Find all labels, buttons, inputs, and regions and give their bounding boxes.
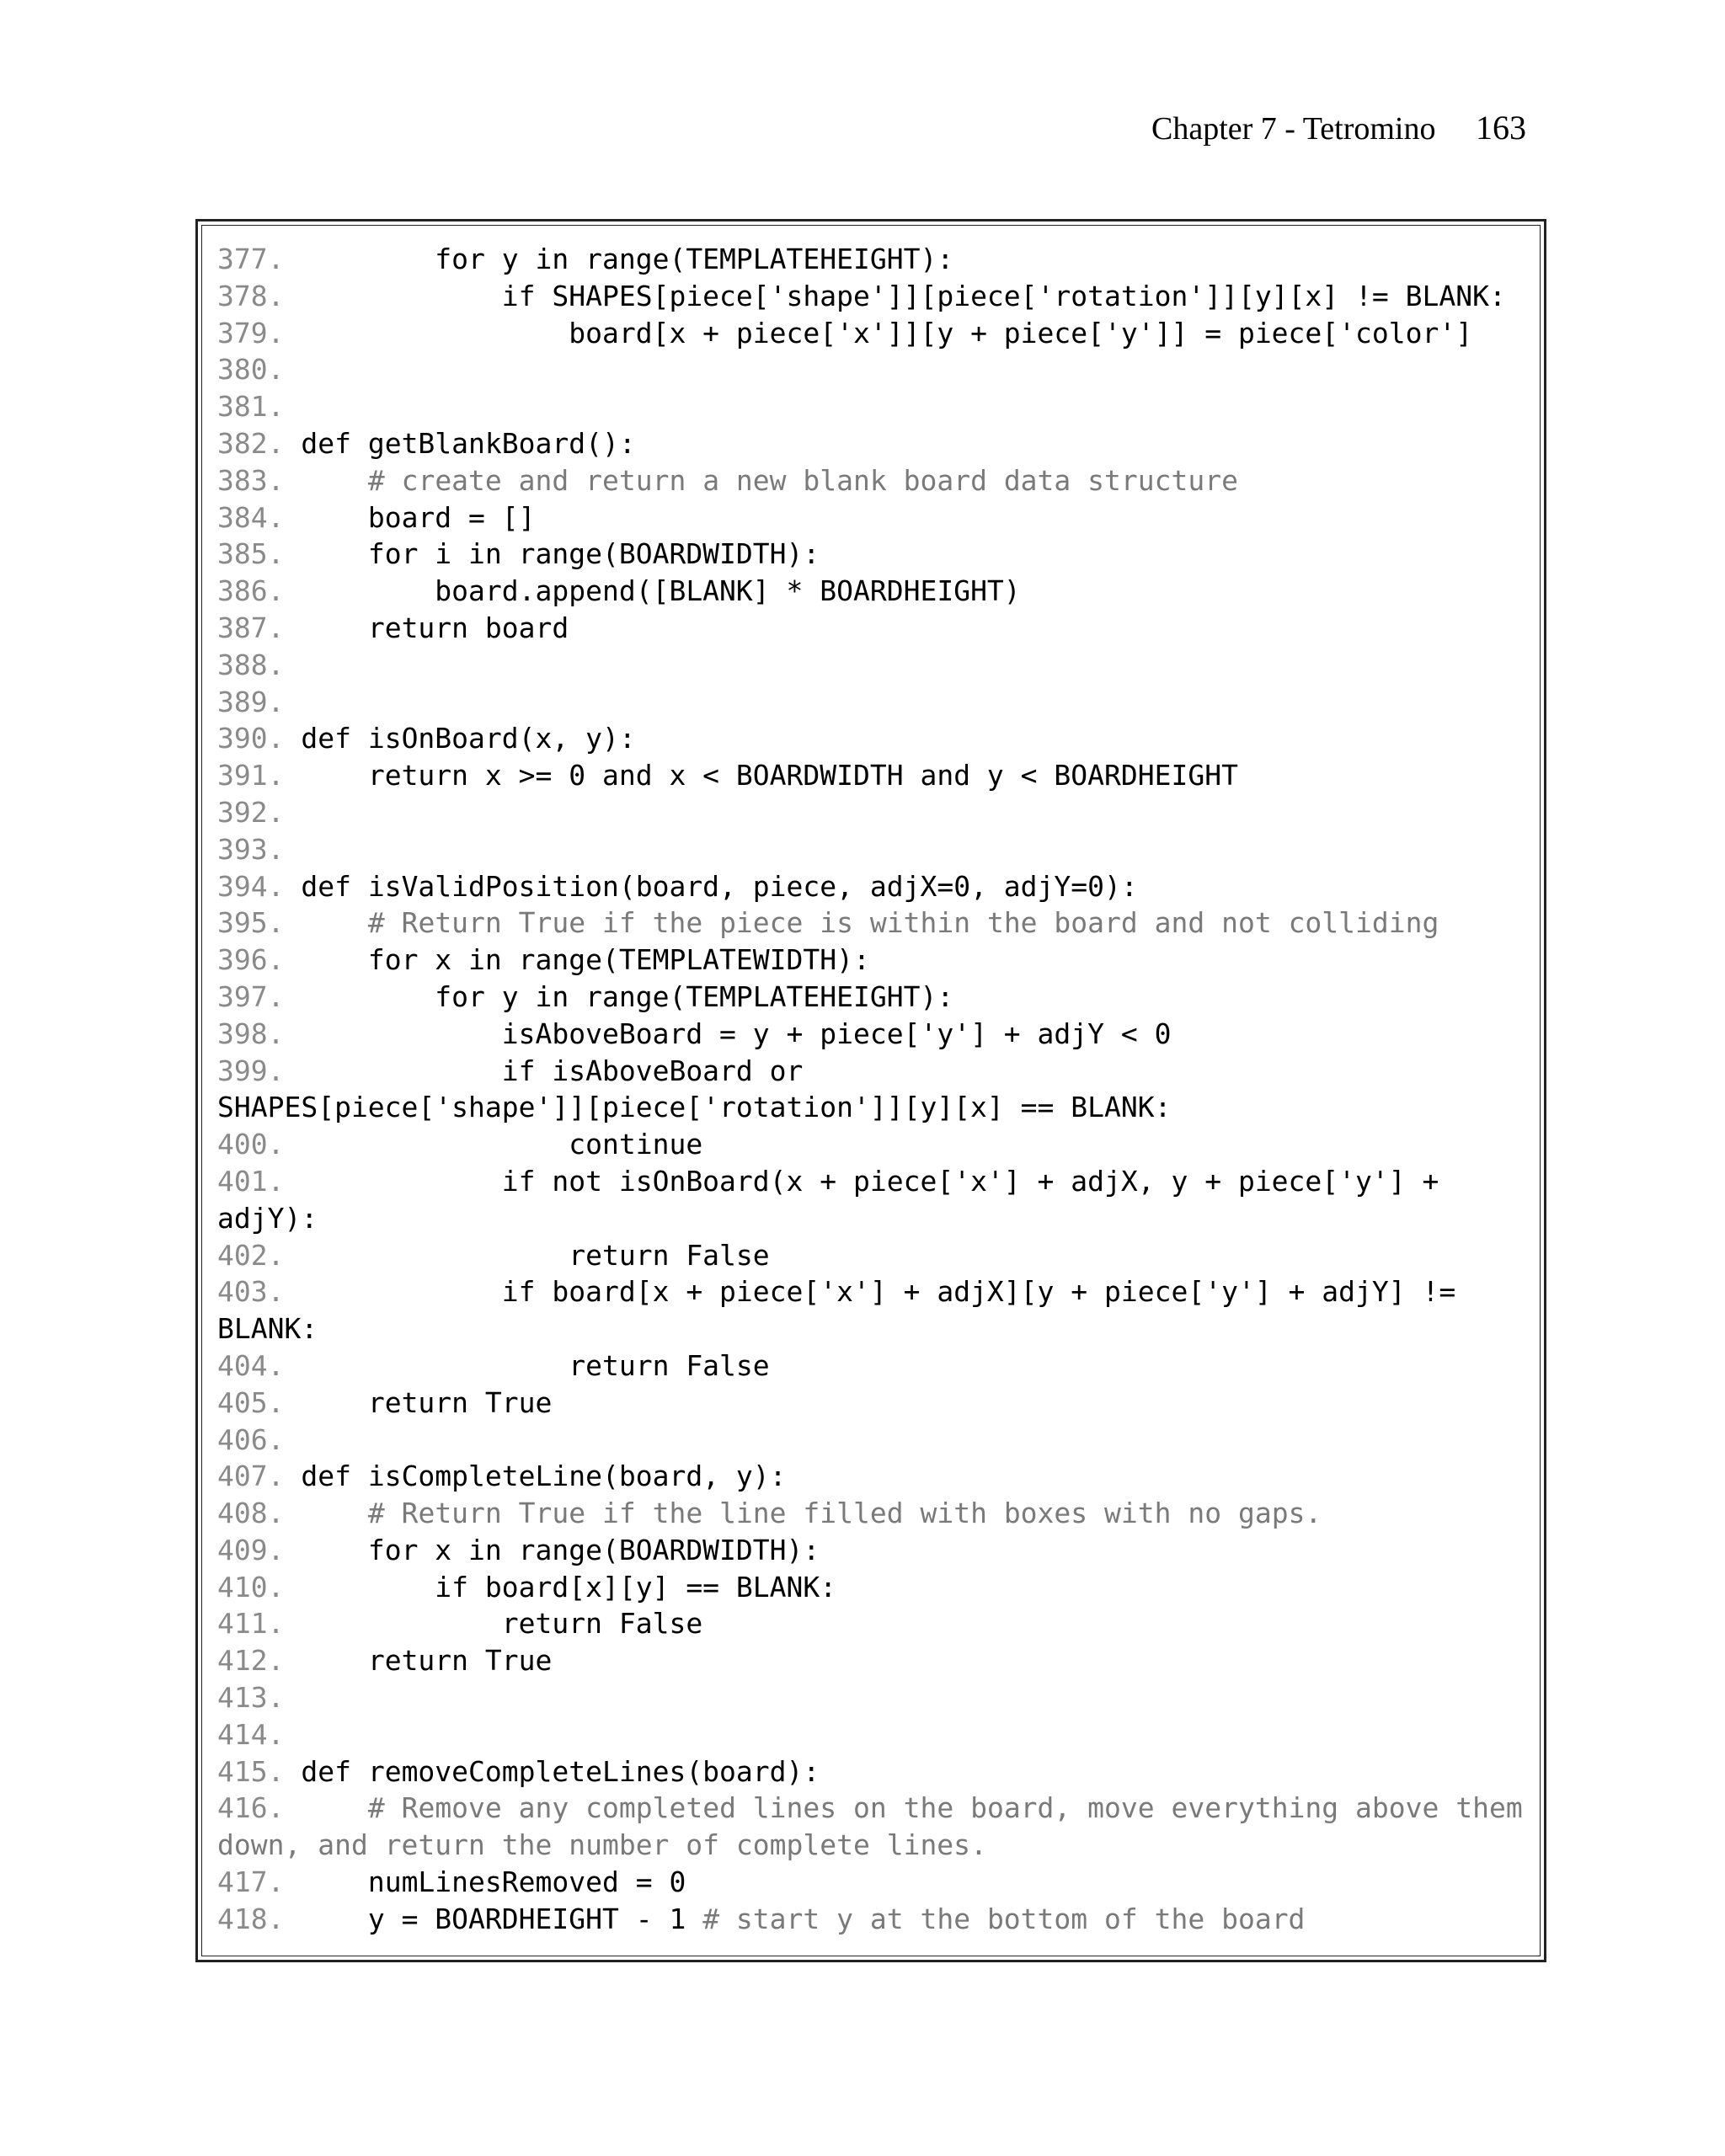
code-comment: # Return True if the piece is within the board and not colliding [367, 906, 1439, 940]
code-line [217, 241, 1514, 278]
code-text: BLANK: [217, 1312, 318, 1346]
line-number: 403. [217, 1275, 285, 1309]
code-line [217, 278, 1514, 315]
code-text: if board[x][y] == BLANK: [301, 1570, 837, 1604]
code-line [217, 1569, 1514, 1606]
line-number: 393. [217, 832, 285, 866]
line-number: 398. [217, 1017, 285, 1050]
code-line [217, 1827, 1514, 1864]
code-line [217, 610, 1514, 647]
code-line [217, 868, 1514, 905]
line-number: 408. [217, 1497, 285, 1530]
code-line [217, 425, 1514, 462]
code-line [217, 1200, 1514, 1237]
code-line [217, 499, 1514, 536]
code-line [217, 1385, 1514, 1422]
line-number: 409. [217, 1533, 285, 1566]
code-text: return x >= 0 and x < BOARDWIDTH and y < BOARDHEIGHT [301, 759, 1238, 792]
code-text: continue [301, 1128, 703, 1161]
code-line [217, 794, 1514, 831]
code-text: for y in range(TEMPLATEHEIGHT): [301, 979, 954, 1013]
code-line [217, 1605, 1514, 1642]
code-line [217, 1679, 1514, 1716]
code-text: def getBlankBoard(): [301, 426, 636, 460]
line-number: 379. [217, 316, 285, 350]
code-line [217, 1901, 1514, 1938]
line-number: 410. [217, 1570, 285, 1604]
line-number: 386. [217, 574, 285, 608]
code-line [217, 1016, 1514, 1053]
code-comment: # Remove any completed lines on the board, move everything above them [367, 1791, 1523, 1825]
code-listing [217, 241, 1523, 1938]
code-text: if isAboveBoard or [301, 1054, 804, 1087]
code-line [217, 1237, 1514, 1274]
line-number: 417. [217, 1865, 285, 1899]
line-number: 389. [217, 685, 285, 718]
code-text: SHAPES[piece['shape']][piece['rotation']][y][x] == BLANK: [217, 1091, 1172, 1124]
code-line [217, 1495, 1514, 1532]
line-number: 390. [217, 722, 285, 755]
line-number: 401. [217, 1164, 285, 1198]
code-text: return False [301, 1607, 703, 1641]
line-number: 395. [217, 906, 285, 940]
code-line [217, 1642, 1514, 1679]
code-text: def isOnBoard(x, y): [301, 722, 636, 755]
code-text: def isValidPosition(board, piece, adjX=0, adjY=0): [301, 869, 1138, 903]
line-number: 414. [217, 1717, 285, 1751]
code-text [301, 464, 367, 497]
code-text: return True [301, 1644, 553, 1678]
line-number: 394. [217, 869, 285, 903]
code-text: return True [301, 1385, 553, 1419]
line-number: 406. [217, 1422, 285, 1456]
page-number: 163 [1476, 109, 1526, 147]
code-text [301, 906, 367, 939]
line-number: 382. [217, 426, 285, 460]
code-line [217, 1422, 1514, 1459]
line-number: 400. [217, 1128, 285, 1161]
line-number: 388. [217, 648, 285, 681]
line-number: 402. [217, 1238, 285, 1272]
code-text: for x in range(TEMPLATEWIDTH): [301, 943, 870, 977]
code-text: if not isOnBoard(x + piece['x'] + adjX, y + piece['y'] + [301, 1164, 1439, 1198]
code-line [217, 315, 1514, 352]
code-line [217, 1273, 1514, 1310]
line-number: 380. [217, 353, 285, 387]
line-number: 411. [217, 1607, 285, 1641]
code-text: numLinesRemoved = 0 [301, 1865, 686, 1899]
line-number: 385. [217, 537, 285, 571]
line-number: 404. [217, 1348, 285, 1382]
code-line [217, 573, 1514, 610]
line-number: 392. [217, 795, 285, 829]
chapter-title: Chapter 7 - Tetromino [1151, 111, 1436, 147]
code-text: return False [301, 1238, 770, 1272]
code-line [217, 1864, 1514, 1901]
code-text: board = [] [301, 500, 536, 534]
line-number: 412. [217, 1644, 285, 1678]
code-text: if SHAPES[piece['shape']][piece['rotation']][y][x] != BLANK: [301, 279, 1506, 312]
code-line [217, 831, 1514, 868]
line-number: 413. [217, 1681, 285, 1715]
line-number: 399. [217, 1054, 285, 1087]
code-line [217, 1310, 1514, 1348]
code-line [217, 720, 1514, 757]
line-number: 416. [217, 1791, 285, 1825]
code-text: for x in range(BOARDWIDTH): [301, 1533, 820, 1566]
line-number: 396. [217, 943, 285, 977]
line-number: 387. [217, 611, 285, 644]
code-line [217, 1532, 1514, 1569]
code-text: adjY): [217, 1201, 318, 1235]
code-text: isAboveBoard = y + piece['y'] + adjY < 0 [301, 1017, 1172, 1050]
code-text: def isCompleteLine(board, y): [301, 1460, 787, 1493]
code-line [217, 942, 1514, 979]
code-text: y = BOARDHEIGHT - 1 [301, 1902, 703, 1935]
line-number: 391. [217, 759, 285, 792]
code-text: def removeCompleteLines(board): [301, 1754, 820, 1788]
code-text [301, 1791, 367, 1824]
code-line [217, 1089, 1514, 1126]
line-number: 418. [217, 1902, 285, 1935]
code-comment: down, and return the number of complete lines. [217, 1828, 987, 1862]
line-number: 381. [217, 390, 285, 424]
code-line [217, 388, 1514, 425]
code-line [217, 905, 1514, 942]
code-line [217, 684, 1514, 721]
code-line [217, 536, 1514, 573]
code-text: return False [301, 1348, 770, 1382]
code-text: board.append([BLANK] * BOARDHEIGHT) [301, 574, 1021, 608]
code-line [217, 1716, 1514, 1753]
line-number: 407. [217, 1460, 285, 1493]
running-header [1151, 108, 1526, 147]
line-number: 384. [217, 500, 285, 534]
code-line [217, 1458, 1514, 1495]
code-line [217, 1126, 1514, 1163]
code-comment: # create and return a new blank board data structure [367, 463, 1238, 497]
line-number: 415. [217, 1754, 285, 1788]
code-text: for y in range(TEMPLATEHEIGHT): [301, 243, 954, 275]
line-number: 383. [217, 463, 285, 497]
code-text [301, 1497, 367, 1529]
code-line [217, 1790, 1523, 1827]
line-number: 397. [217, 979, 285, 1013]
code-line [217, 351, 1514, 388]
code-line [217, 647, 1514, 684]
code-line [217, 1348, 1514, 1385]
code-line [217, 1163, 1514, 1200]
code-text: board[x + piece['x']][y + piece['y']] = piece['color'] [301, 316, 1473, 350]
code-text: for i in range(BOARDWIDTH): [301, 537, 820, 571]
line-number: 378. [217, 279, 285, 312]
code-line [217, 1753, 1514, 1790]
line-number: 405. [217, 1385, 285, 1419]
code-comment: # start y at the bottom of the board [702, 1902, 1306, 1935]
code-line [217, 757, 1514, 794]
line-number: 377. [217, 243, 285, 275]
code-line [217, 462, 1514, 499]
code-line [217, 1053, 1514, 1090]
code-comment: # Return True if the line filled with boxes with no gaps. [367, 1497, 1322, 1530]
code-text: if board[x + piece['x'] + adjX][y + piece['y'] + adjY] != [301, 1275, 1456, 1309]
code-line [217, 979, 1514, 1016]
code-text: return board [301, 611, 569, 644]
